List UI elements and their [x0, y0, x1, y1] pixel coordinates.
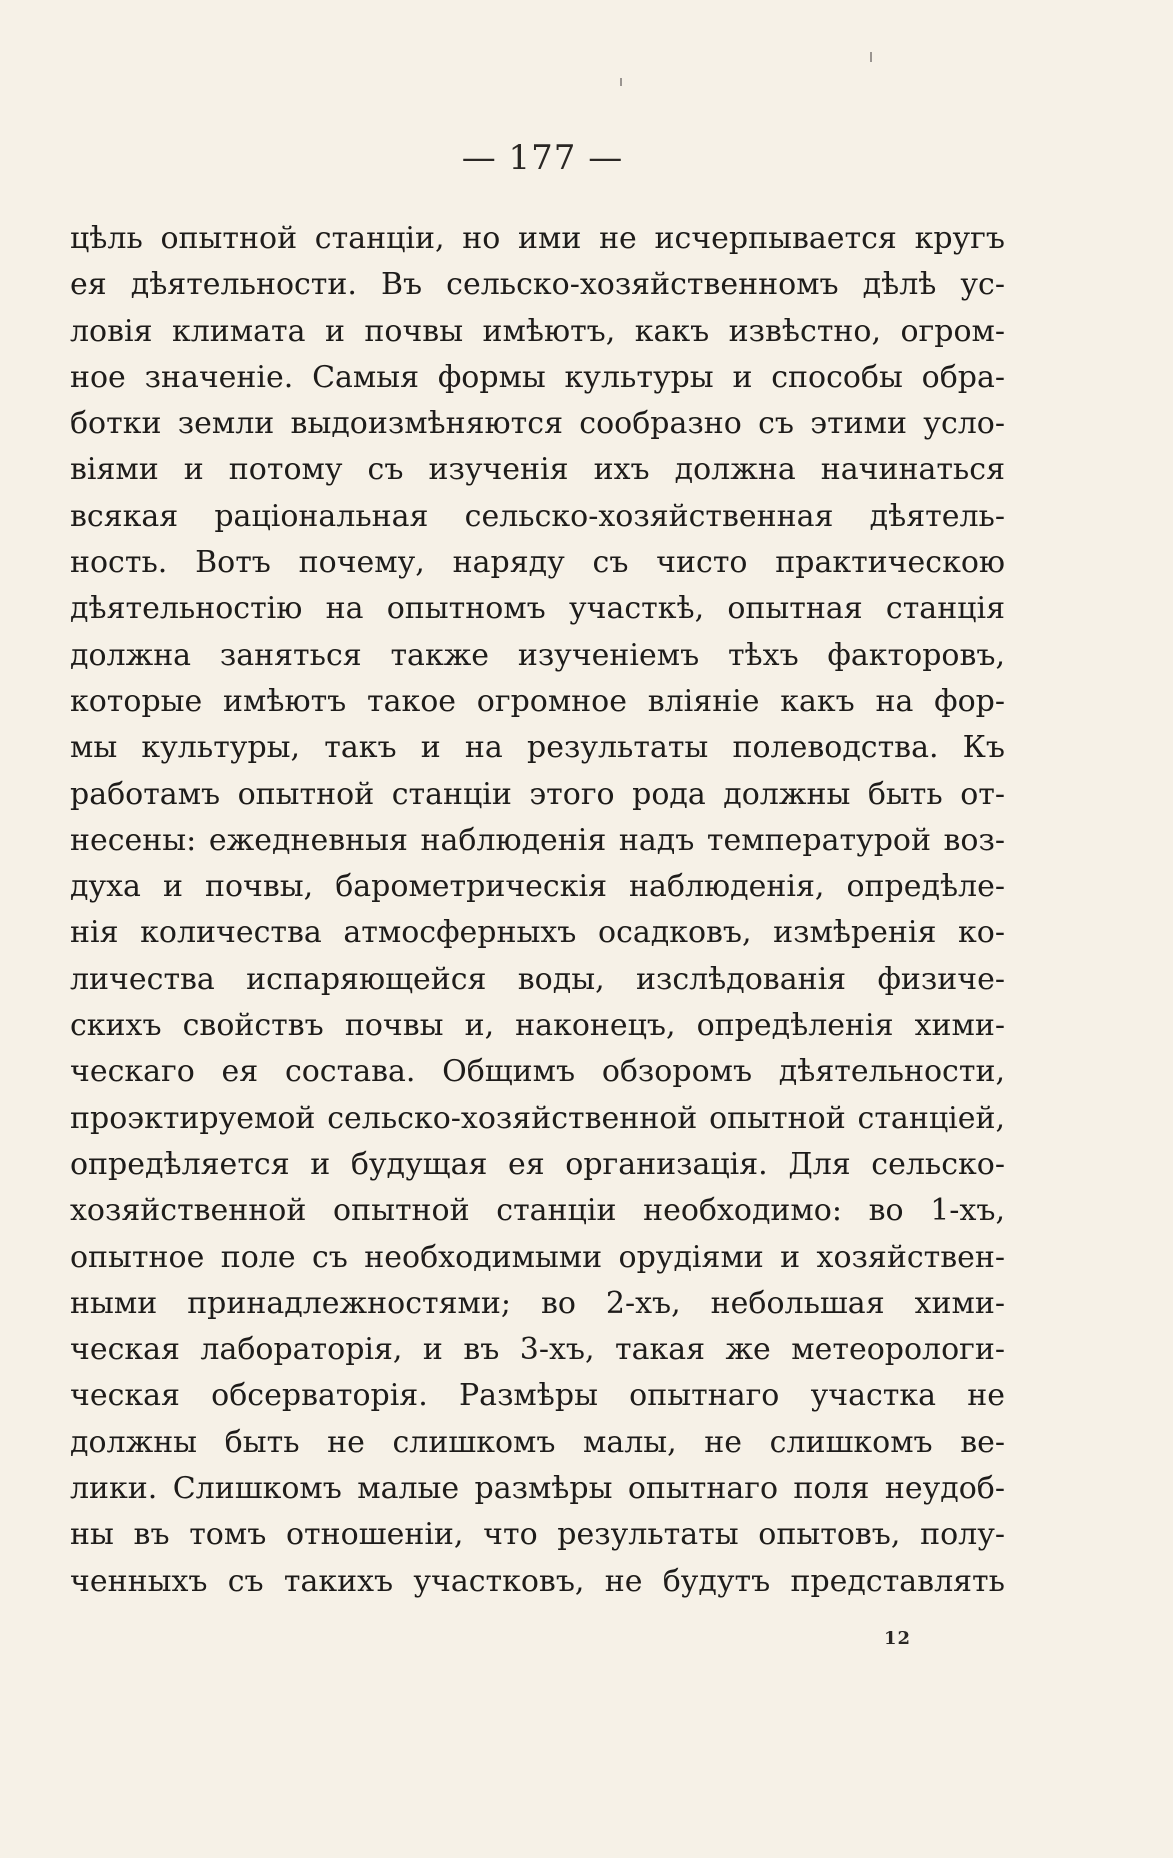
text-line: мы культуры, такъ и на результаты полеводства. Къ — [70, 730, 1005, 766]
text-line: личества испаряющейся воды, изслѣдованія физиче- — [70, 961, 1005, 997]
text-line: опытное поле съ необходимыми орудіями и хозяйствен- — [70, 1239, 1005, 1275]
text-line: ловія климата и почвы имѣютъ, какъ извѣстно, огром- — [70, 313, 1005, 349]
text-line: лики. Слишкомъ малые размѣры опытнаго поля неудоб- — [70, 1471, 1005, 1507]
text-line: ботки земли выдоизмѣняются сообразно съ этими усло- — [70, 406, 1005, 442]
text-line: работамъ опытной станціи этого рода должны быть от- — [70, 776, 1005, 812]
text-line: опредѣляется и будущая ея организація. Для сельско- — [70, 1146, 1005, 1182]
text-line: ными принадлежностями; во 2-хъ, небольшая хими- — [70, 1285, 1005, 1321]
text-line: хозяйственной опытной станціи необходимо: во 1-хъ, — [70, 1193, 1005, 1229]
text-line: дѣятельностію на опытномъ участкѣ, опытная станція — [70, 591, 1005, 627]
signature-mark: 12 — [884, 1628, 912, 1649]
text-line: ея дѣятельности. Въ сельско-хозяйственномъ дѣлѣ ус- — [70, 267, 1005, 303]
text-line: нія количества атмосферныхъ осадковъ, измѣренія ко- — [70, 915, 1005, 951]
text-line: скихъ свойствъ почвы и, наконецъ, опредѣленія хими- — [70, 1008, 1005, 1044]
text-line: несены: ежедневныя наблюденія надъ температурой воз- — [70, 822, 1005, 858]
print-speck — [870, 52, 872, 62]
text-line: віями и потому съ изученія ихъ должна начинаться — [70, 452, 1005, 488]
print-speck — [620, 78, 622, 86]
text-line: должны быть не слишкомъ малы, не слишкомъ ве- — [70, 1424, 1005, 1460]
text-line: проэктируемой сельско-хозяйственной опытной станціей, — [70, 1100, 1005, 1136]
text-line: ны въ томъ отношеніи, что результаты опытовъ, полу- — [70, 1517, 1005, 1553]
text-line: ность. Вотъ почему, наряду съ чисто практическою — [70, 545, 1005, 581]
text-line: цѣль опытной станціи, но ими не исчерпывается кругъ — [70, 221, 1005, 256]
text-line: всякая раціональная сельско-хозяйственная дѣятель- — [70, 498, 1005, 534]
text-line: духа и почвы, барометрическія наблюденія, опредѣле- — [70, 869, 1005, 905]
body-text — [70, 216, 1005, 1605]
text-line: ное значеніе. Самыя формы культуры и способы обра- — [70, 359, 1005, 395]
text-line: должна заняться также изученіемъ тѣхъ факторовъ, — [70, 637, 1005, 673]
text-line: которые имѣютъ такое огромное вліяніе какъ на фор- — [70, 683, 1005, 719]
text-line: ческая обсерваторія. Размѣры опытнаго участка не — [70, 1378, 1005, 1414]
text-line: ческаго ея состава. Общимъ обзоромъ дѣятельности, — [70, 1054, 1005, 1090]
page-number: — 177 — — [461, 138, 624, 178]
text-line: ченныхъ съ такихъ участковъ, не будутъ представлять — [70, 1563, 1005, 1599]
text-line: ческая лабораторія, и въ 3-хъ, такая же метеорологи- — [70, 1332, 1005, 1368]
